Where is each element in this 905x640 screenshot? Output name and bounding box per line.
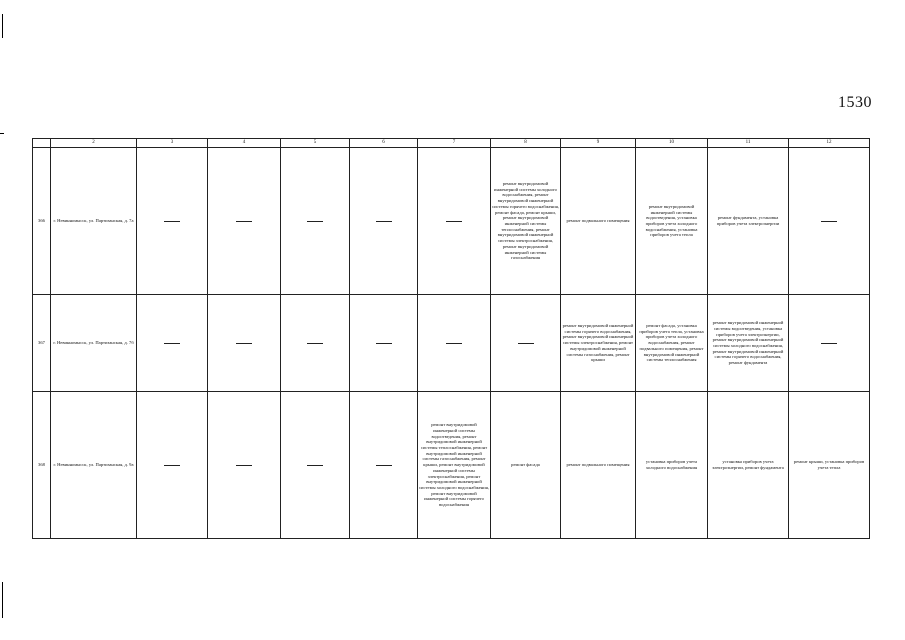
dash-mark: [376, 343, 392, 344]
works-cell: ремонт внутридомовой инженерной системы водоотведения, установка приборов учета холодного водоснабжения, установка приборов учета тепла: [636, 148, 708, 295]
dash-mark: [376, 221, 392, 222]
row-number: 368: [33, 392, 51, 539]
col-header: 7: [418, 139, 491, 148]
scan-mark-bottom: [2, 582, 3, 618]
empty-cell: [208, 148, 281, 295]
empty-cell: [789, 148, 870, 295]
empty-cell: [350, 148, 418, 295]
works-table: [32, 138, 870, 539]
dash-mark: [307, 465, 323, 466]
col-header: 4: [208, 139, 281, 148]
empty-cell: [418, 295, 491, 392]
address-cell: г. Невинномысск, ул. Партизанская, д. 7б: [51, 295, 137, 392]
empty-cell: [789, 295, 870, 392]
empty-cell: [137, 148, 208, 295]
col-header: [33, 139, 51, 148]
dash-mark: [236, 221, 252, 222]
row-number: 367: [33, 295, 51, 392]
table-row: [33, 392, 870, 539]
col-header: 3: [137, 139, 208, 148]
address-cell: г. Невинномысск, ул. Партизанская, д. 7а: [51, 148, 137, 295]
scan-mark-top: [2, 14, 3, 38]
empty-cell: [208, 392, 281, 539]
dash-mark: [164, 465, 180, 466]
works-cell: ремонт фундамента, установка приборов учета электроэнергии: [708, 148, 789, 295]
col-header: 2: [51, 139, 137, 148]
empty-cell: [350, 392, 418, 539]
empty-cell: [418, 148, 491, 295]
col-header: 6: [350, 139, 418, 148]
col-header: 5: [281, 139, 350, 148]
works-cell: ремонт крыши, установка приборов учета тепла: [789, 392, 870, 539]
col-header: 8: [491, 139, 561, 148]
dash-mark: [518, 343, 534, 344]
empty-cell: [137, 295, 208, 392]
works-cell: ремонт фасада: [491, 392, 561, 539]
dash-mark: [376, 465, 392, 466]
dash-mark: [821, 221, 837, 222]
works-cell: ремонт подвального помещения: [561, 392, 636, 539]
dash-mark: [307, 343, 323, 344]
dash-mark: [446, 221, 462, 222]
table-row: [33, 148, 870, 295]
works-cell: ремонт подвального помещения: [561, 148, 636, 295]
empty-cell: [350, 295, 418, 392]
works-cell: ремонт внутридомовой инженерной системы холодного водоснабжения, ремонт внутридомовой инженерной системы горячего водоснабжения, ремонт фасада, ремонт крыши, ремонт внутридомовой инженерной системы теплоснабжения, ремонт внутридомовой инженерной системы электроснабжения, ремонт внутридомовой инженерной системы газоснабжения: [491, 148, 561, 295]
empty-cell: [208, 295, 281, 392]
scan-mark-left: [0, 133, 4, 134]
dash-mark: [236, 465, 252, 466]
dash-mark: [164, 221, 180, 222]
empty-cell: [281, 148, 350, 295]
col-header: 12: [789, 139, 870, 148]
header-row: [33, 139, 870, 148]
dash-mark: [164, 343, 180, 344]
empty-cell: [281, 392, 350, 539]
dash-mark: [821, 343, 837, 344]
dash-mark: [446, 343, 462, 344]
works-cell: ремонт внутридомовой инженерной системы горячего водоснабжения, ремонт внутридомовой инженерной системы электроснабжения, ремонт внутридомовой инженерной системы газоснабжения, ремонт крыши: [561, 295, 636, 392]
dash-mark: [236, 343, 252, 344]
works-cell: ремонт внутридомовой инженерной системы водоотведения, ремонт внутридомовой инженерной системы теплоснабжения, ремонт внутридомовой инженерной системы газоснабжения, ремонт крыши, ремонт внутридомовой инженерной системы электроснабжения, ремонт внутридомовой инженерной системы холодного водоснабжения, ремонт внутридомовой инженерной системы горячего водоснабжения: [418, 392, 491, 539]
works-cell: установка приборов учета холодного водоснабжения: [636, 392, 708, 539]
page-number: 1530: [838, 94, 872, 111]
row-number: 366: [33, 148, 51, 295]
dash-mark: [307, 221, 323, 222]
empty-cell: [281, 295, 350, 392]
works-cell: ремонт внутридомовой инженерной системы водоотведения, установка приборов учета электроэнергии, ремонт внутридомовой инженерной системы холодного водоснабжения, ремонт внутридомовой инженерной системы горячего водоснабжения, ремонт фундамента: [708, 295, 789, 392]
table-row: [33, 295, 870, 392]
empty-cell: [491, 295, 561, 392]
col-header: 9: [561, 139, 636, 148]
col-header: 11: [708, 139, 789, 148]
address-cell: г. Невинномысск, ул. Партизанская, д. 9а: [51, 392, 137, 539]
works-cell: установка приборов учета электроэнергии, ремонт фундамента: [708, 392, 789, 539]
empty-cell: [137, 392, 208, 539]
works-cell: ремонт фасада, установка приборов учета тепла, установка приборов учета холодного водоснабжения, ремонт подвального помещения, ремонт внутридомовой инженерной системы теплоснабжения: [636, 295, 708, 392]
col-header: 10: [636, 139, 708, 148]
